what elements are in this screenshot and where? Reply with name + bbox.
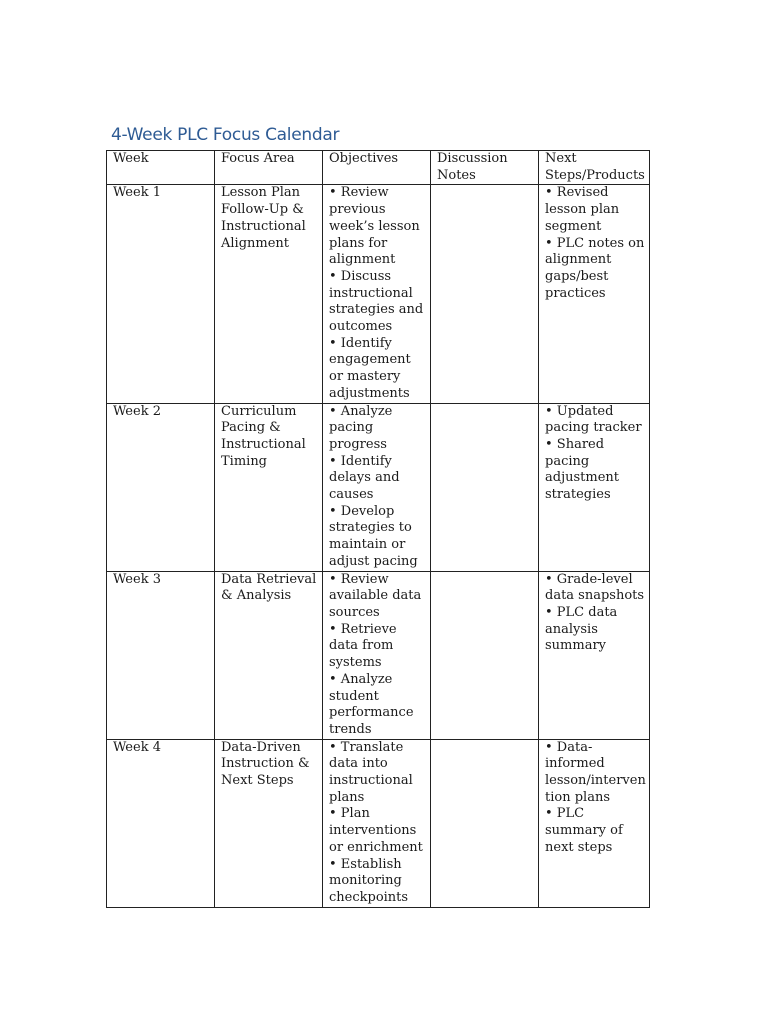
column-header-discussion-notes: Discussion Notes [431,151,539,185]
column-header-week: Week [107,151,215,185]
objective-item: • Analyze pacing progress [329,403,393,452]
objective-item: • Discuss instructional strategies and outcomes [329,268,424,335]
column-header-focus-area: Focus Area [215,151,323,185]
objective-item: • Retrieve data from systems [329,621,397,671]
objective-item: • Identify engagement or mastery adjustments [329,335,411,401]
discussion-notes-cell [431,403,539,571]
objectives-cell [323,571,431,739]
next-steps-cell [539,739,650,907]
next-steps-cell [539,571,650,739]
objectives-cell [323,739,431,907]
next-step-item: • Updated pacing tracker [545,403,642,436]
next-step-item: • Data-informed lesson/intervention plans [545,739,646,805]
objective-item: • Develop strategies to maintain or adjust pacing [329,503,418,569]
focus-area-cell: Data Retrieval & Analysis [215,571,323,739]
discussion-notes-cell [431,739,539,907]
focus-area-cell: Data-Driven Instruction & Next Steps [215,739,323,907]
next-steps-cell [539,403,650,571]
table-row [107,739,650,907]
objectives-cell [323,403,431,571]
table-row [107,185,650,403]
discussion-notes-cell [431,571,539,739]
week-cell: Week 4 [107,739,215,907]
objective-item: • Review available data sources [329,571,422,620]
objective-item: • Establish monitoring checkpoints [329,856,409,905]
table-row [107,571,650,739]
next-step-item: • PLC notes on alignment gaps/best practices [545,235,645,301]
focus-area-cell: Curriculum Pacing & Instructional Timing [215,403,323,571]
objective-item: • Review previous week’s lesson plans for alignment [329,185,420,268]
objective-item: • Translate data into instructional plans [329,739,413,805]
next-step-item: • Revised lesson plan segment [545,185,620,234]
column-header-objectives: Objectives [323,151,431,185]
column-header-next-steps: Next Steps/Products [539,151,650,185]
focus-area-cell: Lesson Plan Follow-Up & Instructional Alignment [215,185,323,403]
week-cell: Week 3 [107,571,215,739]
objectives-cell [323,185,431,403]
next-step-item: • PLC summary of next steps [545,806,623,855]
table-row [107,403,650,571]
next-steps-cell [539,185,650,403]
objective-item: • Identify delays and causes [329,453,400,503]
next-step-item: • Grade-level data snapshots [545,571,645,604]
week-cell: Week 2 [107,403,215,571]
next-step-item: • Shared pacing adjustment strategies [545,436,619,503]
objective-item: • Analyze student performance trends [329,671,414,737]
page-title: 4-Week PLC Focus Calendar [111,125,340,145]
week-cell: Week 1 [107,185,215,403]
discussion-notes-cell [431,185,539,403]
objective-item: • Plan interventions or enrichment [329,806,423,855]
next-step-item: • PLC data analysis summary [545,604,618,654]
plc-calendar-table [106,150,650,908]
table-header-row [107,151,650,185]
